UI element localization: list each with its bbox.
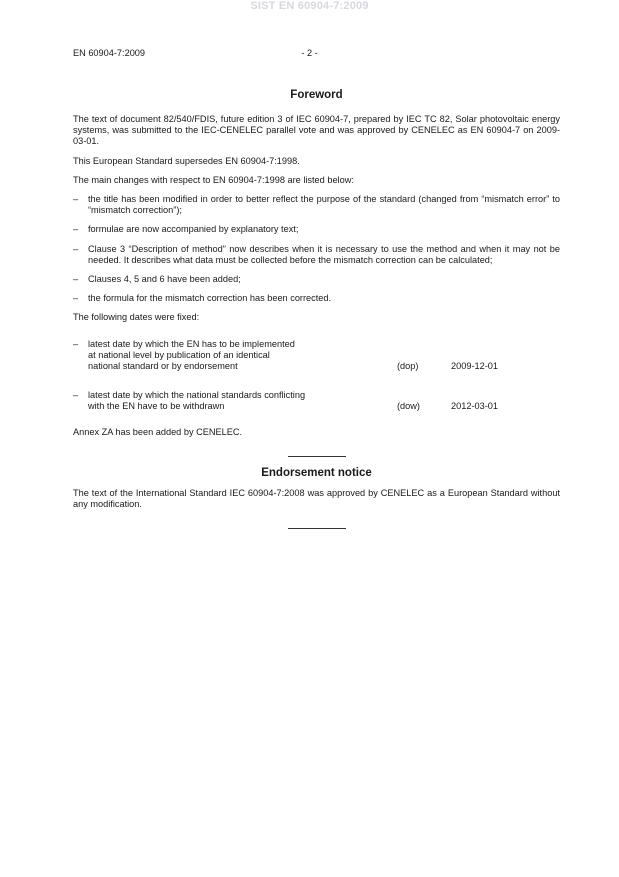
foreword-title: Foreword <box>290 89 343 101</box>
dash-bullet: – <box>73 390 79 401</box>
change-list-item <box>73 224 560 235</box>
annex-note: Annex ZA has been added by CENELEC. <box>73 426 243 437</box>
header-doc-id: EN 60904-7:2009 <box>73 48 146 58</box>
date-code-text: (dow) <box>397 401 420 412</box>
dash-bullet: – <box>73 274 79 285</box>
date-description: latest date by which the national standards conflicting with the EN have to be withdrawn <box>88 390 306 412</box>
endorsement-title: Endorsement notice <box>261 466 372 479</box>
foreword-paragraph-1: The text of document 82/540/FDIS, future edition 3 of IEC 60904-7, prepared by IEC TC 82, Solar photovoltaic energy systems, was submitted to the IEC-CENELEC parallel vote and was approved by CENELEC as EN 60904-7 on 2009-03-01. <box>73 114 560 147</box>
dash-bullet: – <box>73 243 79 254</box>
change-text: Clauses 4, 5 and 6 have been added; <box>88 274 241 285</box>
change-text: formulae are now accompanied by explanatory text; <box>88 224 299 235</box>
dash-bullet: – <box>73 194 79 205</box>
date-value-text: 2009-12-01 <box>451 361 498 372</box>
date-code-text: (dop) <box>397 361 419 372</box>
change-list-item <box>73 194 560 216</box>
endorsement-text: The text of the International Standard IEC 60904-7:2008 was approved by CENELEC as a European Standard without any modification. <box>73 487 560 510</box>
date-value-text: 2012-03-01 <box>451 401 498 412</box>
change-text: the title has been modified in order to better reflect the purpose of the standard (changed from “mismatch error” to “mismatch correction”); <box>88 194 560 216</box>
date-code <box>397 390 451 412</box>
date-description: latest date by which the EN has to be implemented at national level by publication of an identical national standard or by endorsement <box>88 338 295 372</box>
change-list-item <box>73 274 560 285</box>
date-row-dow <box>73 390 560 412</box>
page-content <box>73 88 560 529</box>
dash-bullet: – <box>73 224 79 235</box>
change-list-item <box>73 293 560 304</box>
date-value <box>451 339 498 373</box>
change-text: Clause 3 “Description of method” now describes when it is necessary to use the method and when it may not be needed. It describes what data must be collected before the mismatch correction can be calculated; <box>88 243 560 265</box>
date-row-dop <box>73 339 560 373</box>
section-divider <box>288 528 346 529</box>
foreword-paragraph-2: This European Standard supersedes EN 60904-7:1998. <box>73 155 300 166</box>
dates-list <box>73 339 560 413</box>
dates-intro: The following dates were fixed: <box>73 312 200 323</box>
date-code <box>397 339 451 373</box>
dash-bullet: – <box>73 338 79 349</box>
date-value <box>451 390 498 412</box>
section-divider <box>288 456 346 457</box>
change-text: the formula for the mismatch correction has been corrected. <box>88 293 332 304</box>
foreword-paragraph-3: The main changes with respect to EN 60904-7:1998 are listed below: <box>73 174 354 185</box>
watermark: SIST EN 60904-7:2009 <box>250 0 369 12</box>
change-list-item <box>73 244 560 266</box>
header-page-number: - 2 - <box>301 48 318 58</box>
dash-bullet: – <box>73 293 79 304</box>
